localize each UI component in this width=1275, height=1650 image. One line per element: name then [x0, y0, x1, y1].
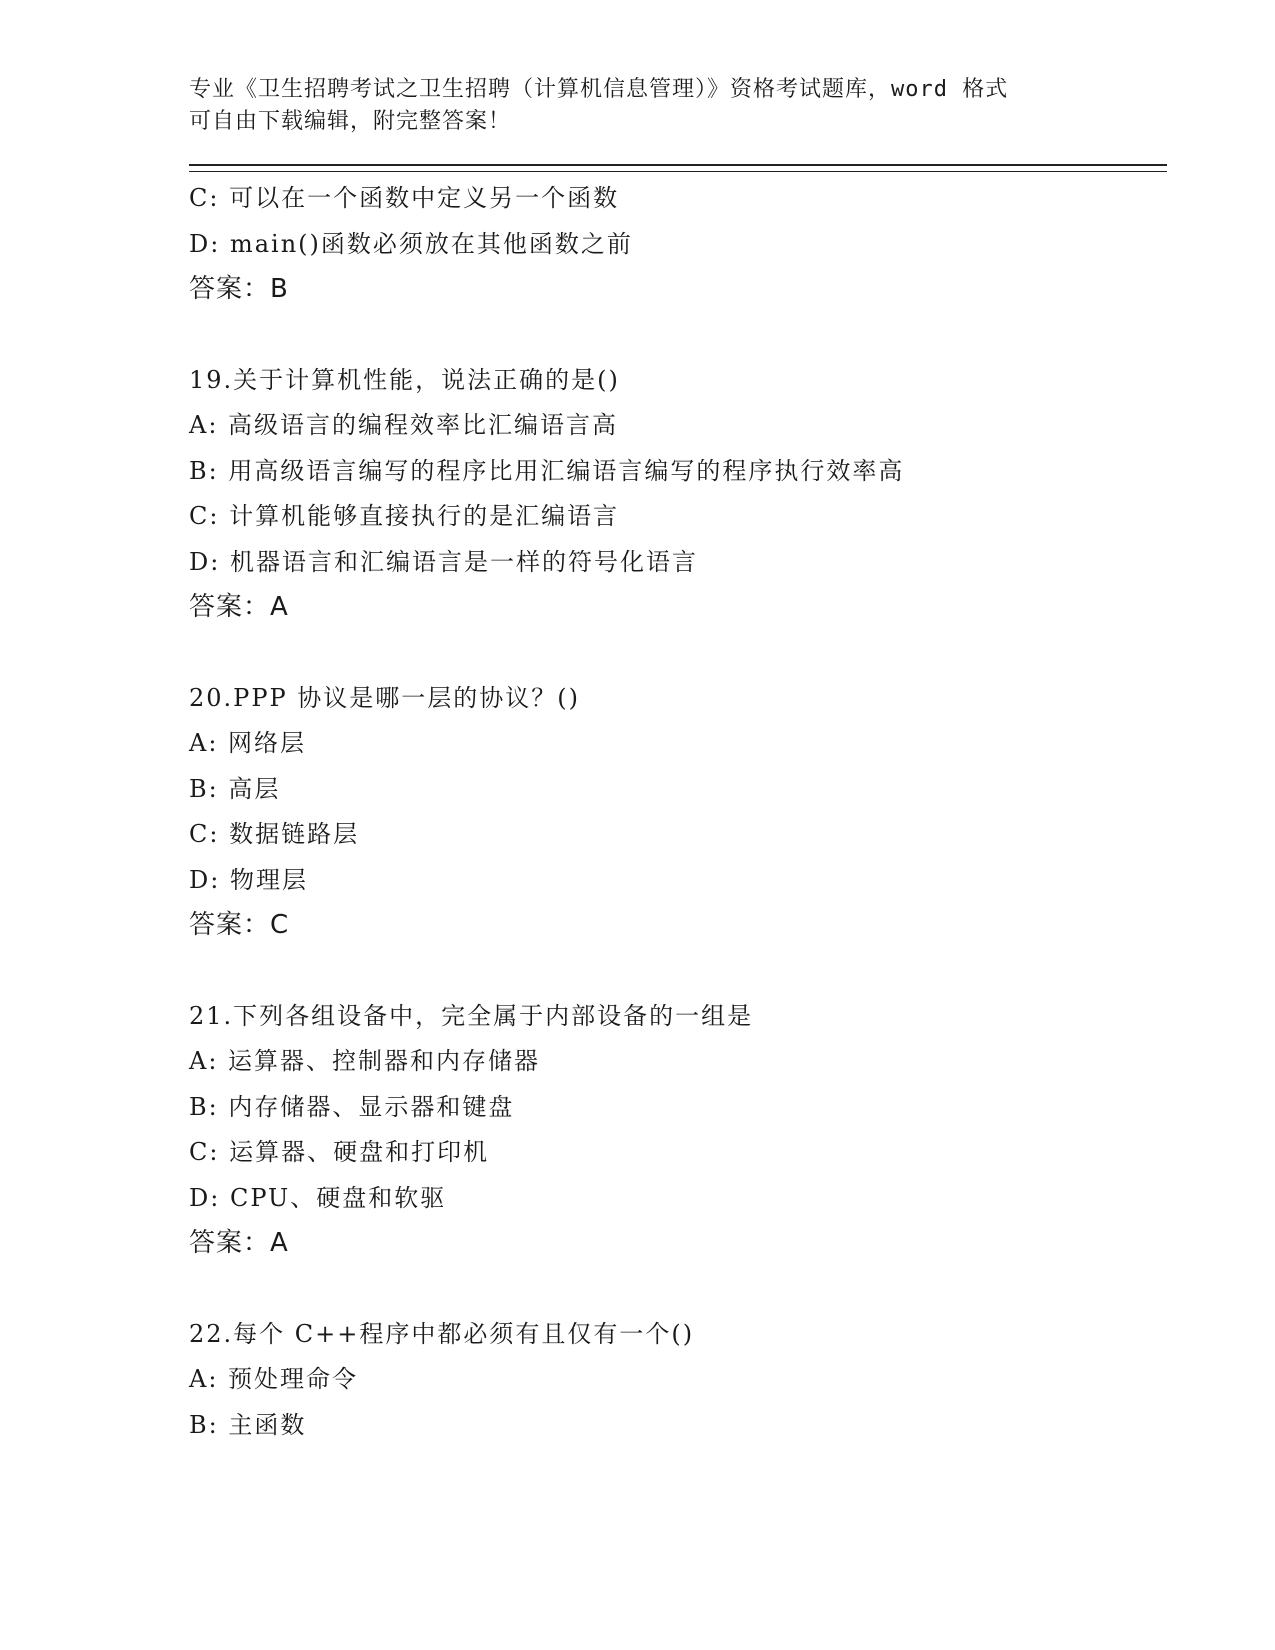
option-c: C: 可以在一个函数中定义另一个函数	[189, 184, 620, 212]
question-stem: 21.下列各组设备中，完全属于内部设备的一组是	[189, 1001, 754, 1030]
option-a: A: 网络层	[189, 729, 307, 757]
answer-label: 答案：A	[189, 1228, 289, 1258]
answer-label: 答案：B	[189, 274, 289, 304]
question-list	[189, 176, 1169, 1448]
option-a: A: 高级语言的编程效率比汇编语言高	[189, 411, 619, 439]
option-d: D: 物理层	[189, 865, 308, 894]
question-stem: 22.每个 C++程序中都必须有且仅有一个()	[189, 1319, 695, 1348]
document-page	[189, 74, 1169, 1448]
header-divider	[189, 164, 1167, 172]
option-b: B: 内存储器、显示器和键盘	[189, 1092, 515, 1121]
option-c: C: 计算机能够直接执行的是汇编语言	[189, 502, 620, 530]
option-b: B: 用高级语言编写的程序比用汇编语言编写的程序执行效率高	[189, 456, 905, 485]
option-c: C: 运算器、硬盘和打印机	[189, 1138, 490, 1166]
option-d: D: CPU、硬盘和软驱	[189, 1183, 447, 1212]
option-d: D: 机器语言和汇编语言是一样的符号化语言	[189, 547, 698, 576]
doc-title-line-1: 专业《卫生招聘考试之卫生招聘（计算机信息管理）》资格考试题库，word 格式	[189, 77, 1009, 102]
question-stem: 20.PPP 协议是哪一层的协议？()	[189, 683, 580, 712]
option-b: B: 主函数	[189, 1410, 307, 1439]
answer-label: 答案：C	[189, 910, 290, 940]
option-b: B: 高层	[189, 774, 281, 803]
option-a: A: 运算器、控制器和内存储器	[189, 1047, 541, 1075]
doc-title-line-2: 可自由下载编辑，附完整答案！	[189, 109, 512, 134]
option-c: C: 数据链路层	[189, 820, 360, 848]
question-stem: 19.关于计算机性能，说法正确的是()	[189, 365, 620, 394]
answer-label: 答案：A	[189, 592, 289, 622]
option-d: D: main()函数必须放在其他函数之前	[189, 229, 633, 258]
option-a: A: 预处理命令	[189, 1365, 359, 1393]
